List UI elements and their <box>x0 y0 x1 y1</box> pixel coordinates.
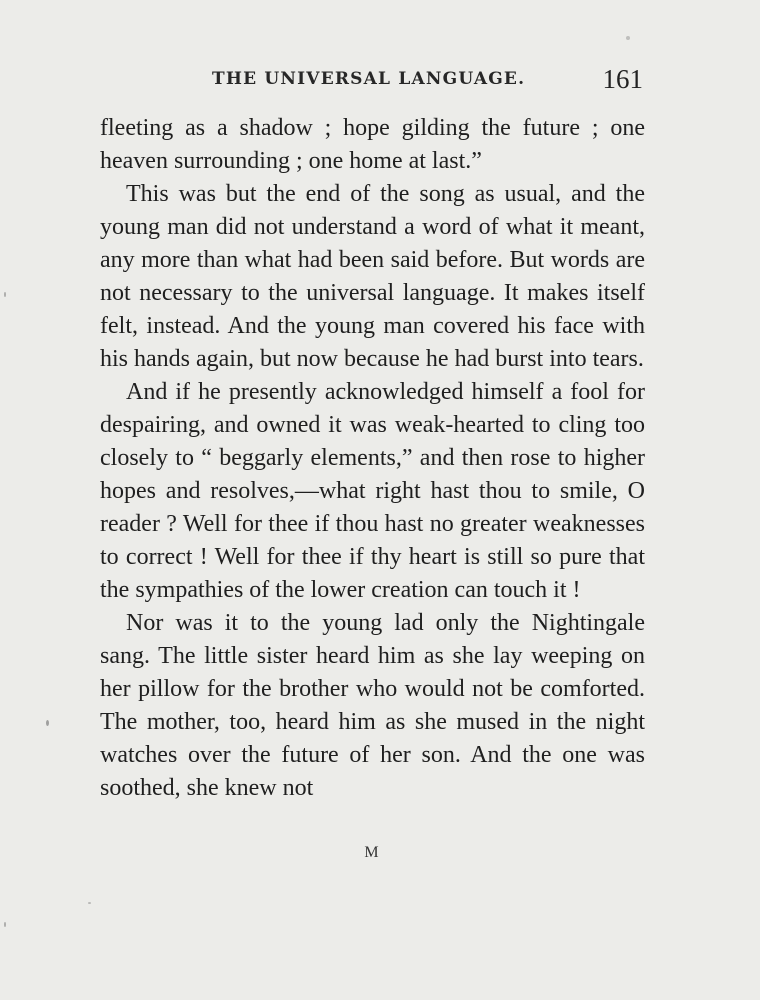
paragraph: Nor was it to the young lad only the Nightingale sang. The little sister heard him as she lay weeping on her pillow for the brother who would not be comforted. The mother, too, heard him as she mused in the night watches over the future of her son. And the one was soothed, she knew not <box>100 610 645 801</box>
paper-speck <box>88 902 91 904</box>
paragraph: And if he presently acknowledged himself a fool for despairing, and owned it was weak-hearted to cling too closely to “ beggarly elements,” and then rose to higher hopes and resolves,—what right hast thou to smile, O reader ? Well for thee if thou hast no greater weaknesses to correct ! Well for thee if thy heart is still so pure that the sympathies of the lower creation can touch it ! <box>100 379 645 603</box>
paper-speck <box>626 36 630 40</box>
paper-speck <box>46 720 49 726</box>
paper-speck <box>4 922 6 927</box>
body-text <box>100 112 645 805</box>
paragraph-continued: fleeting as a shadow ; hope gilding the future ; one heaven surrounding ; one home at last.” <box>100 115 645 174</box>
paper-speck <box>4 292 6 297</box>
page-number: 161 <box>602 64 643 94</box>
running-title: THE UNIVERSAL LANGUAGE. <box>212 69 526 89</box>
signature-mark: M <box>364 844 380 861</box>
page-header <box>100 66 645 96</box>
paragraph: This was but the end of the song as usual, and the young man did not understand a word of what it meant, any more than what had been said before. But words are not necessary to the universal language. It makes itself felt, instead. And the young man covered his face with his hands again, but now because he had burst into tears. <box>100 181 645 372</box>
